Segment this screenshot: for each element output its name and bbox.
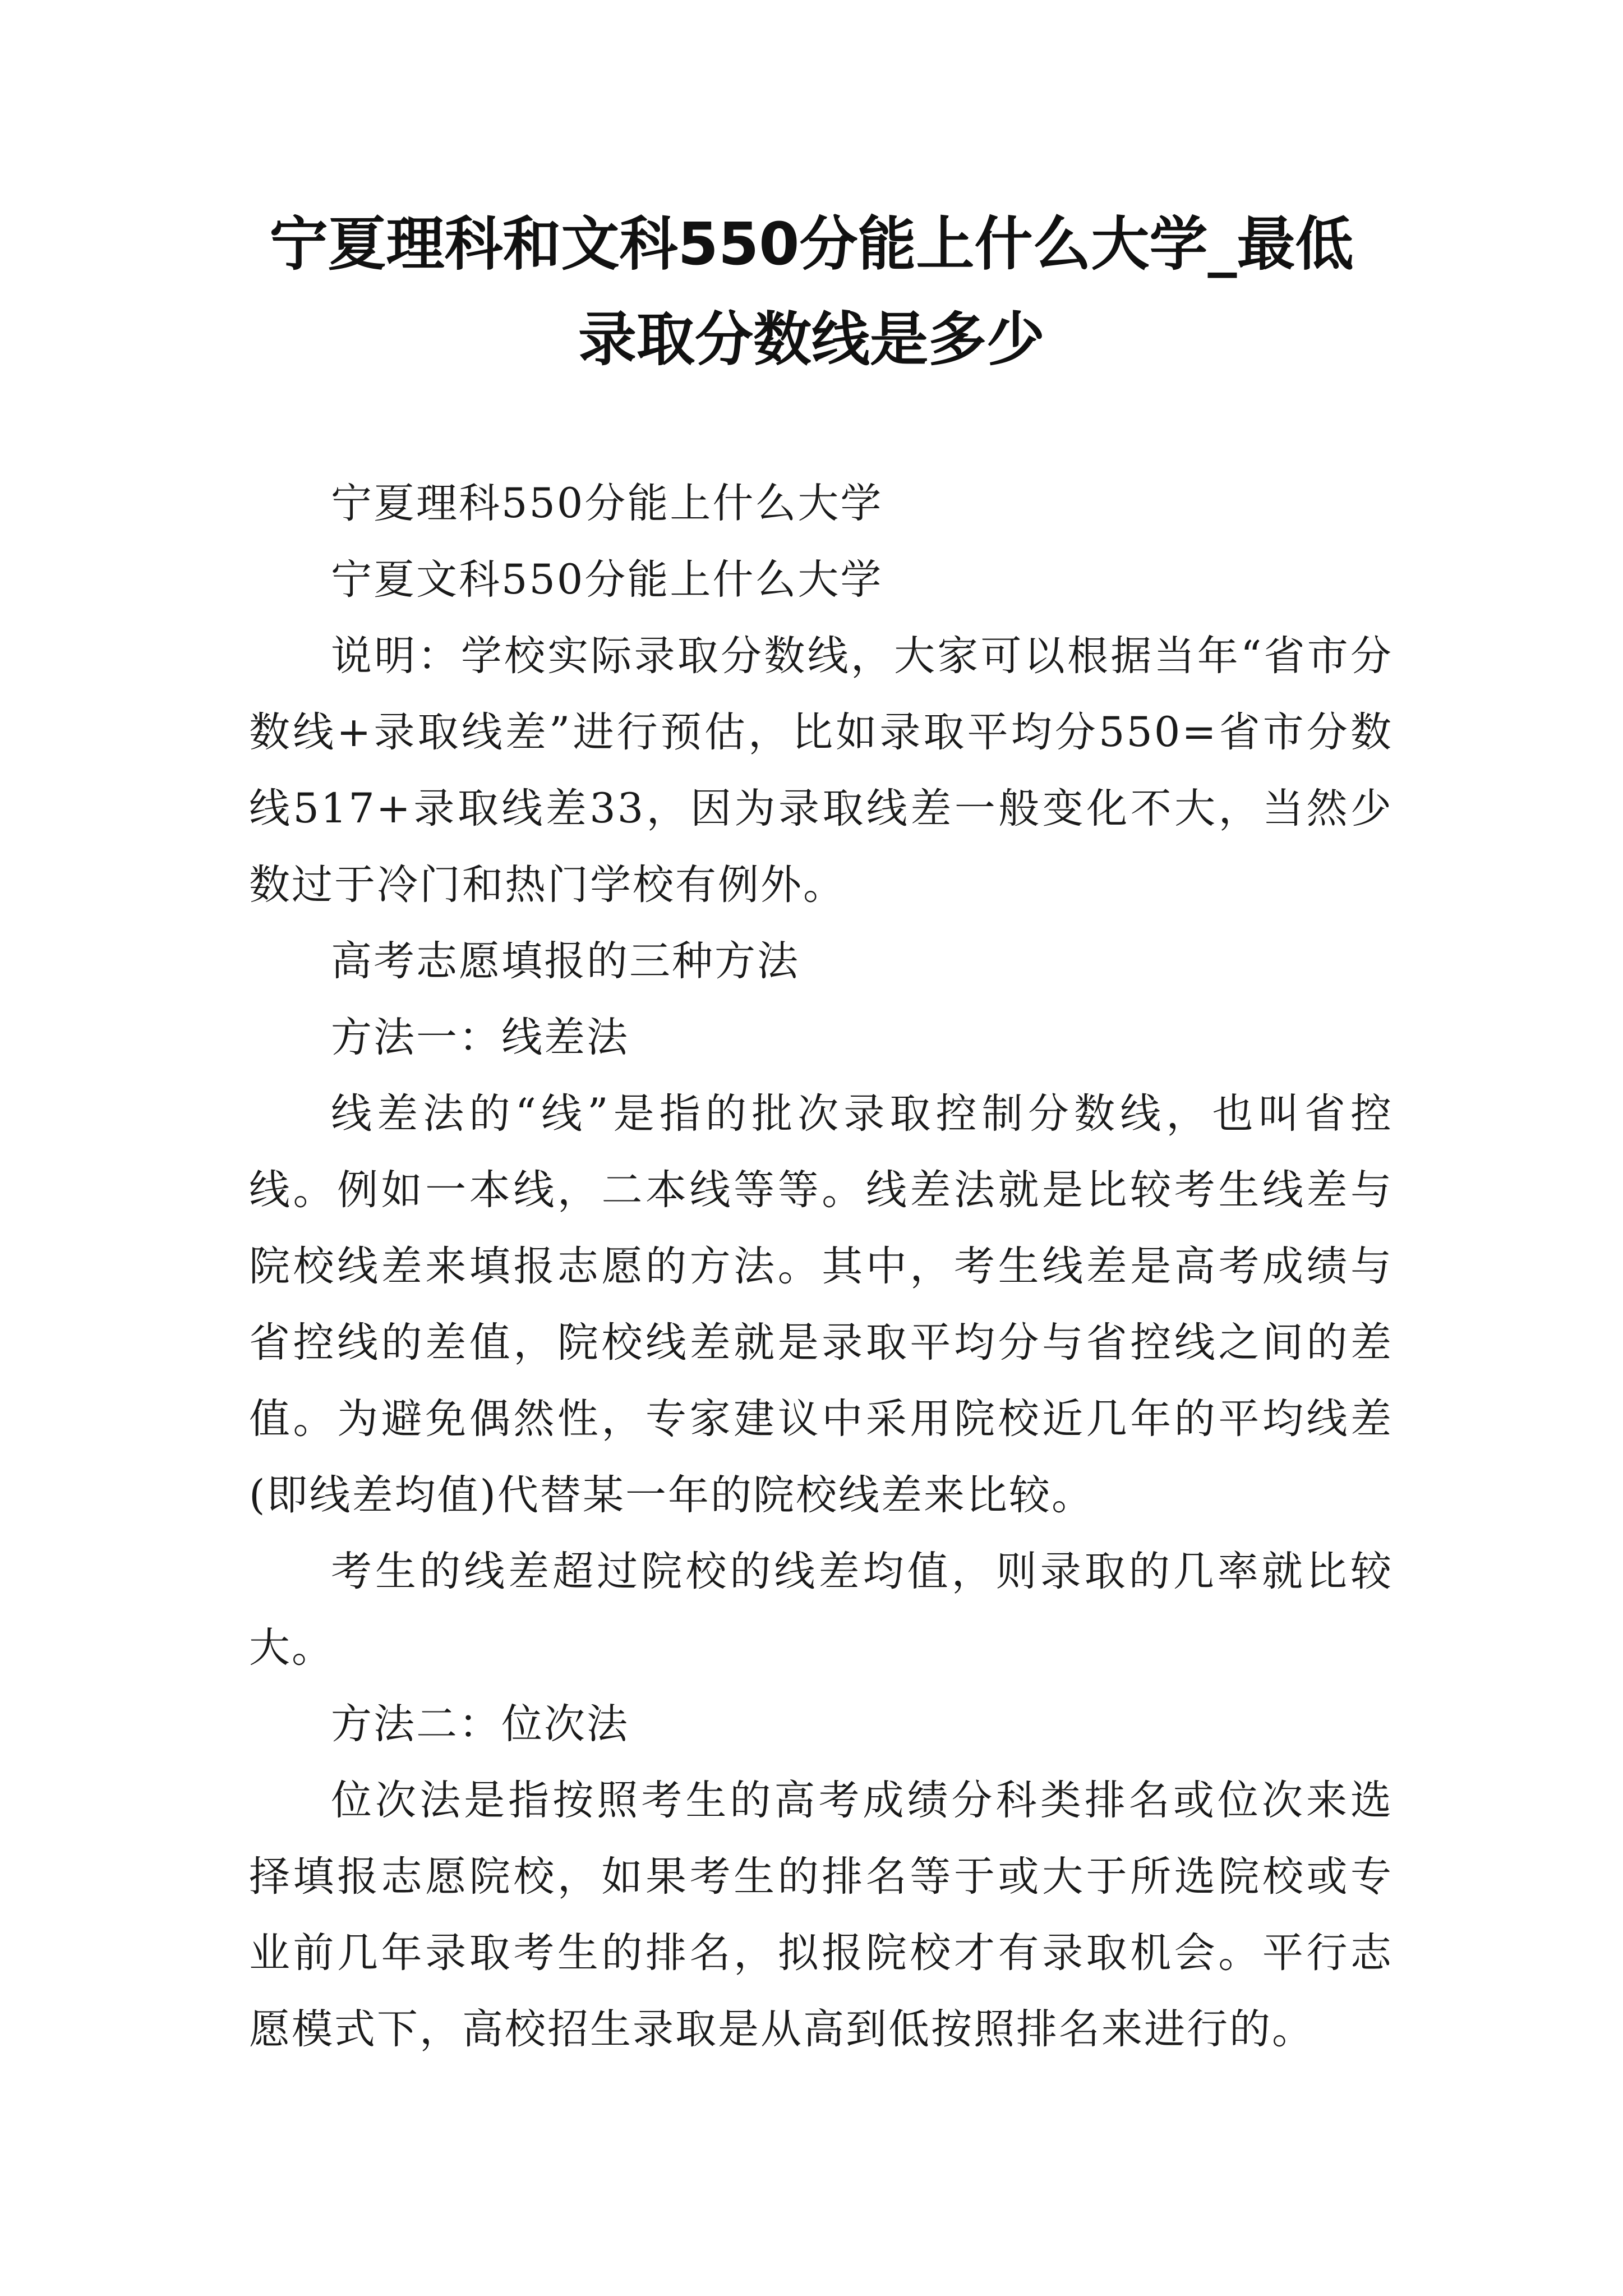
document-body bbox=[249, 466, 1393, 2068]
paragraph-methods-heading: 高考志愿填报的三种方法 bbox=[331, 937, 800, 985]
paragraph-method-two-body: 位次法是指按照考生的高考成绩分科类排名或位次来选择填报志愿院校，如果考生的排名等于或大于所选院校或专业前几年录取考生的排名，拟报院校才有录取机会。平行志愿模式下，高校招生录取是从高到低按照排名来进行的。 bbox=[249, 1777, 1393, 2053]
paragraph-explanation: 说明：学校实际录取分数线，大家可以根据当年“省市分数线+录取线差”进行预估，比如录取平均分550=省市分数线517+录取线差33，因为录取线差一般变化不大，当然少数过于冷门和热门学校有例外。 bbox=[249, 632, 1393, 909]
document-title bbox=[213, 196, 1410, 387]
paragraph-method-one-conclusion: 考生的线差超过院校的线差均值，则录取的几率就比较大。 bbox=[249, 1548, 1393, 1672]
title-line-1: 宁夏理科和文科550分能上什么大学_最低 bbox=[269, 210, 1354, 278]
paragraph-method-one-body: 线差法的“线”是指的批次录取控制分数线，也叫省控线。例如一本线，二本线等等。线差法就是比较考生线差与院校线差来填报志愿的方法。其中，考生线差是高考成绩与省控线的差值，院校线差就是录取平均分与省控线之间的差值。为避免偶然性，专家建议中采用院校近几年的平均线差(即线差均值)代替某一年的院校线差来比较。 bbox=[249, 1090, 1393, 1519]
title-line-2: 录取分数线是多少 bbox=[578, 305, 1045, 374]
paragraph-science-heading: 宁夏理科550分能上什么大学 bbox=[331, 480, 883, 527]
paragraph-arts-heading: 宁夏文科550分能上什么大学 bbox=[331, 556, 883, 604]
paragraph-method-two-heading: 方法二：位次法 bbox=[331, 1700, 629, 1748]
paragraph-method-one-heading: 方法一：线差法 bbox=[331, 1014, 629, 1061]
